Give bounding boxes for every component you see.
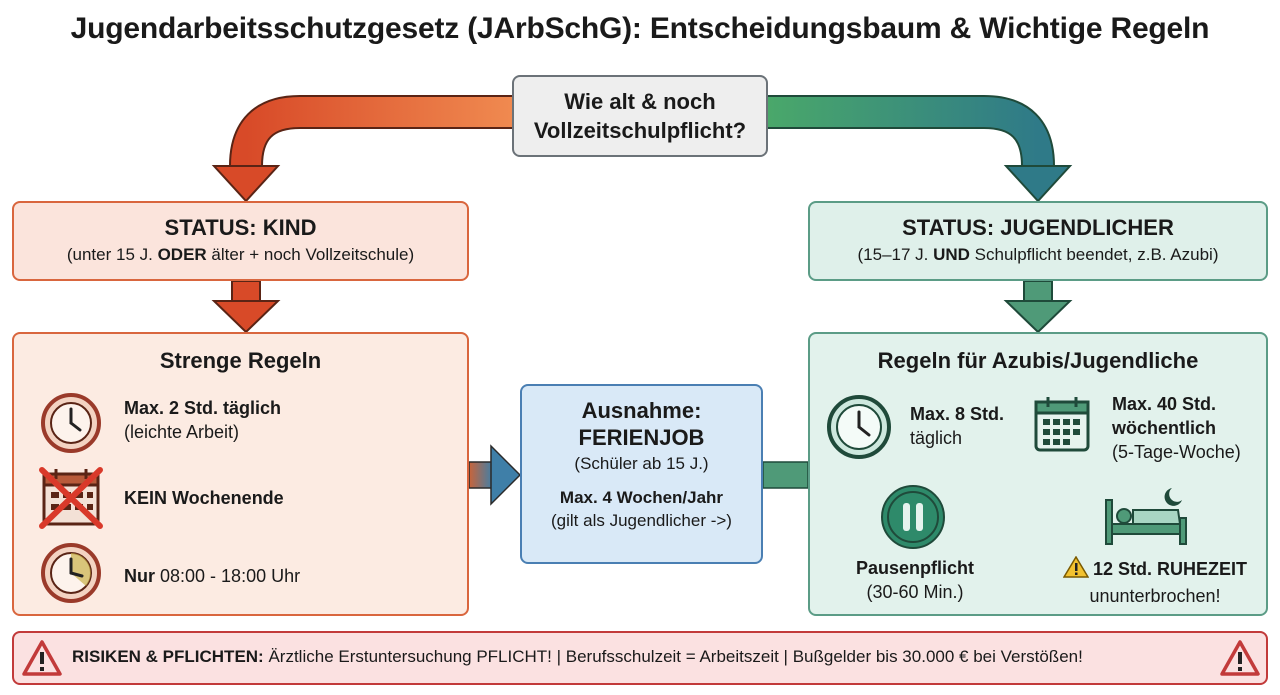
rule-jug-4	[1035, 556, 1275, 608]
rule-kind-3-bold: Nur	[124, 566, 155, 586]
ferienjob-title1: Ausnahme:	[581, 398, 702, 423]
clock-icon	[826, 394, 892, 460]
ferienjob-box	[520, 384, 763, 564]
arrow-kind-down	[214, 281, 278, 332]
ferienjob-limit: Max. 4 Wochen/Jahr	[559, 488, 724, 507]
connector-ferienjob-jug	[763, 462, 808, 488]
page-title: Jugendarbeitsschutzgesetz (JArbSchG): Entscheidungsbaum & Wichtige Regeln	[70, 12, 1210, 45]
rule-jug-1	[910, 402, 1004, 450]
rule-jug-2-sub: (5-Tage-Woche)	[1112, 442, 1241, 462]
status-jug-desc-pre: (15–17 J.	[857, 245, 934, 264]
rule-jug-2-title1: Max. 40 Std.	[1112, 394, 1217, 414]
arrow-to-kind	[214, 112, 514, 201]
rule-jug-1-sub: täglich	[910, 428, 963, 448]
status-kind-desc	[14, 245, 467, 265]
question-line1: Wie alt & noch	[564, 89, 716, 114]
rule-kind-1	[124, 396, 281, 444]
rule-kind-1-title: Max. 2 Std. täglich	[124, 398, 282, 418]
bed-moon-icon	[1100, 480, 1196, 550]
rule-jug-3-sub: (30-60 Min.)	[866, 582, 964, 602]
rules-kind-title: Strenge Regeln	[159, 348, 322, 373]
no-weekend-calendar-icon	[38, 464, 104, 530]
rule-kind-3-rest: 08:00 - 18:00 Uhr	[155, 566, 301, 586]
rule-jug-4-sub: ununterbrochen!	[1089, 586, 1221, 606]
pause-icon	[880, 484, 946, 550]
rule-jug-2	[1112, 392, 1241, 464]
risk-label: RISIKEN & PFLICHTEN:	[72, 647, 264, 666]
clock-icon	[40, 392, 102, 454]
rule-jug-3	[810, 556, 1020, 604]
rule-kind-3	[124, 564, 300, 588]
ferienjob-note: (gilt als Jugendlicher ->)	[551, 511, 732, 530]
status-kind-box	[12, 201, 469, 281]
risk-detail: Ärztliche Erstuntersuchung PFLICHT! | Berufsschulzeit = Arbeitszeit | Bußgelder bis 30.000 € bei Verstößen!	[263, 647, 1083, 666]
question-box	[512, 75, 768, 157]
ferienjob-sub: (Schüler ab 15 J.)	[574, 454, 709, 473]
status-kind-desc-pre: (unter 15 J.	[66, 245, 158, 264]
calendar-icon	[1032, 394, 1092, 454]
risk-bar	[12, 631, 1268, 685]
status-kind-desc-post: älter + noch Vollzeitschule)	[206, 245, 415, 264]
warning-icon	[22, 639, 62, 677]
status-jug-desc-post: Schulpflicht beendet, z.B. Azubi)	[969, 245, 1219, 264]
question-line2: Vollzeitschulpflicht?	[533, 118, 747, 143]
rule-kind-1-sub: (leichte Arbeit)	[124, 422, 240, 442]
warning-icon	[1220, 639, 1260, 677]
status-kind-desc-bold: ODER	[157, 245, 207, 264]
status-jug-desc-bold: UND	[933, 245, 970, 264]
status-jug-box	[808, 201, 1268, 281]
arrow-to-ferienjob	[469, 446, 520, 504]
ferienjob-title2: FERIENJOB	[578, 425, 705, 450]
rule-jug-2-title2: wöchentlich	[1112, 418, 1217, 438]
arrow-to-jugendlicher	[766, 112, 1070, 201]
rule-jug-4-title: 12 Std. RUHEZEIT	[1092, 559, 1248, 579]
warning-icon	[1063, 556, 1089, 584]
status-kind-title: STATUS: KIND	[164, 215, 317, 240]
rule-kind-2-title: KEIN Wochenende	[124, 488, 284, 508]
rule-jug-1-title: Max. 8 Std.	[910, 404, 1005, 424]
rule-kind-2	[124, 486, 284, 510]
status-jug-title: STATUS: JUGENDLICHER	[902, 215, 1174, 240]
arrow-jug-down	[1006, 281, 1070, 332]
rules-jug-title: Regeln für Azubis/Jugendliche	[877, 348, 1199, 373]
rules-kind-box	[12, 332, 469, 616]
status-jug-desc	[810, 245, 1266, 265]
risk-text	[72, 647, 1083, 667]
rule-jug-3-title: Pausenpflicht	[855, 558, 975, 578]
rules-jug-box	[808, 332, 1268, 616]
time-window-clock-icon	[40, 542, 102, 604]
